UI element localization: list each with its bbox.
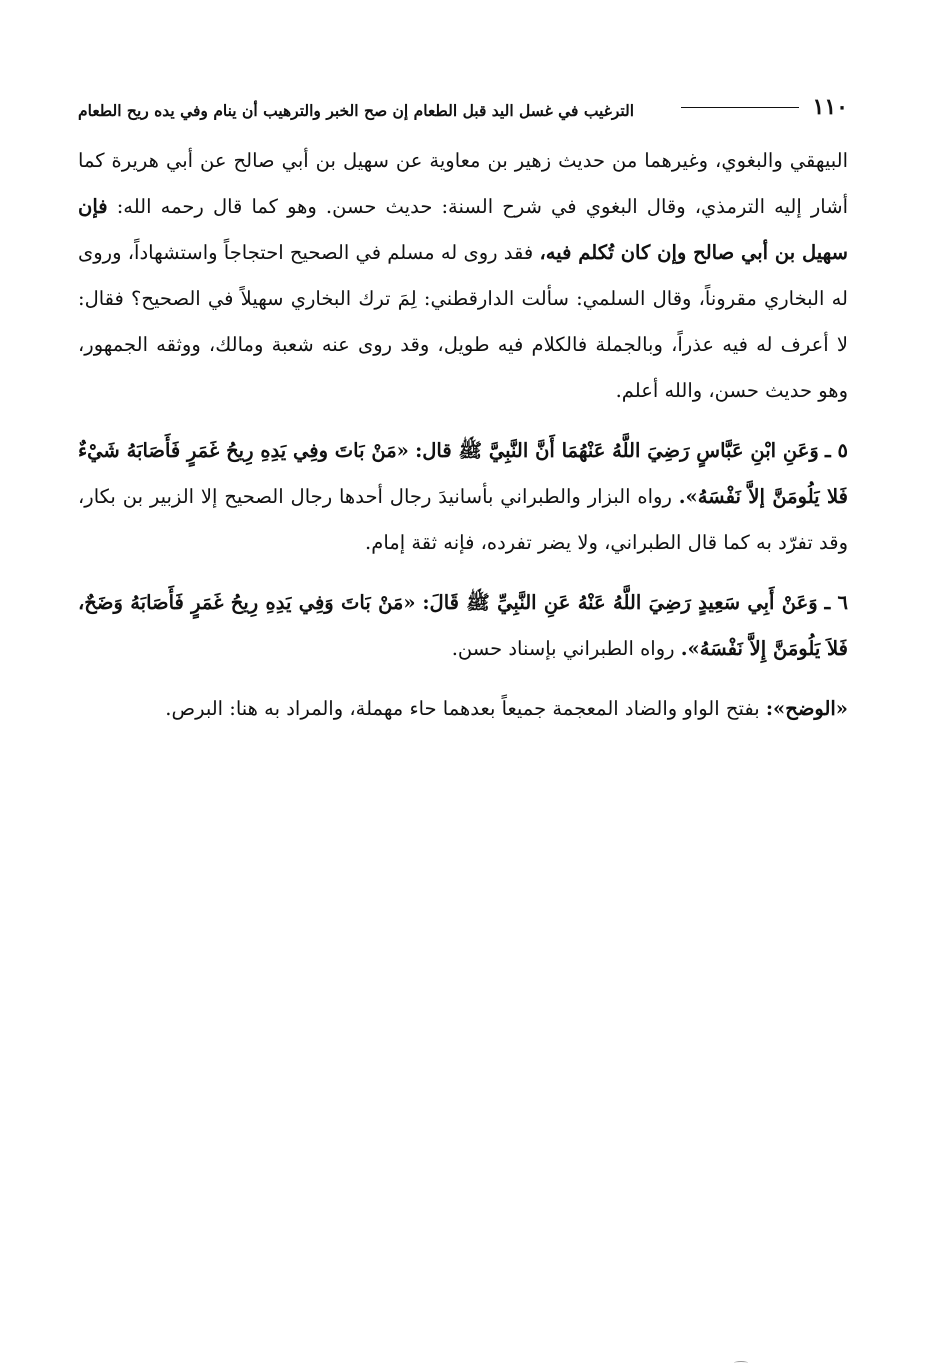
paragraph-commentary (78, 138, 848, 414)
hadith-lead: وَعَنْ أَبِي سَعِيدٍ رَضِيَ اللَّهُ عَنْهُ عَنِ النَّبِيِّ ﷺ قَالَ: (422, 591, 818, 614)
page-body (78, 138, 848, 732)
gloss-text: بفتح الواو والضاد المعجمة جميعاً بعدهما حاء مهملة، والمراد به هنا: البرص. (165, 697, 760, 720)
hadith-quote: «مَنْ بَاتَ وفِي يَدِهِ رِيحُ غَمَرٍ فَأَصَابَهُ شَيْءٌ فَلا يَلُومَنَّ إلاَّ نَفْسَهُ». (78, 439, 848, 508)
hadith-5 (78, 428, 848, 566)
hadith-6 (78, 580, 848, 672)
hadith-quote: «مَنْ بَاتَ وَفِي يَدِهِ رِيحُ غَمَرٍ فَأَصَابَهُ وَضَحٌ، فَلاَ يَلُومَنَّ إِلاَّ نَفْسَهُ». (78, 591, 848, 660)
running-title: الترغيب في غسل اليد قبل الطعام إن صح الخبر والترهيب أن ينام وفي يده ريح الطعام (78, 101, 635, 120)
hadith-note: رواه الطبراني بإسناد حسن. (451, 637, 675, 660)
commentary-text-continued: فقد روى له مسلم في الصحيح احتجاجاً واستشهاداً، وروى له البخاري مقروناً، وقال السلمي: سألت الدارقطني: لِمَ ترك البخاري سهيلاً في الصحيح؟ فقال: لا أعرف له فيه عذراً، وبالجملة فالكلام فيه طويل، وقد روى عنه شعبة ومالك، ووثقه الجمهور، وهو حديث حسن، والله أعلم. (78, 241, 848, 402)
hadith-number: ٥ ـ (824, 439, 848, 462)
page-number: ١١٠ (812, 94, 848, 120)
hadith-note: رواه البزار والطبراني بأسانيدَ رجال أحدها رجال الصحيح إلا الزبير بن بكار، وقد تفرّد به كما قال الطبراني، ولا يضر تفرده، فإنه ثقة إمام. (78, 485, 848, 554)
scan-mark (734, 1361, 748, 1365)
gloss-term: «الوضح»: (765, 697, 848, 720)
hadith-lead: وَعَنِ ابْنِ عَبَّاسٍ رَضِيَ اللَّهُ عَنْهُمَا أَنَّ النَّبِيَّ ﷺ قال: (415, 439, 819, 462)
hadith-number: ٦ ـ (824, 591, 848, 614)
commentary-bold-text: فإن سهيل بن أبي صالح وإن كان تُكلم فيه، (78, 195, 848, 264)
commentary-text: البيهقي والبغوي، وغيرهما من حديث زهير بن معاوية عن سهيل بن أبي صالح عن أبي هريرة كما أشار إليه الترمذي، وقال البغوي في شرح السنة: حديث حسن. وهو كما قال رحمه الله: (78, 149, 848, 218)
gloss-paragraph (78, 686, 848, 732)
header-divider (681, 107, 799, 108)
page-header (78, 86, 848, 120)
